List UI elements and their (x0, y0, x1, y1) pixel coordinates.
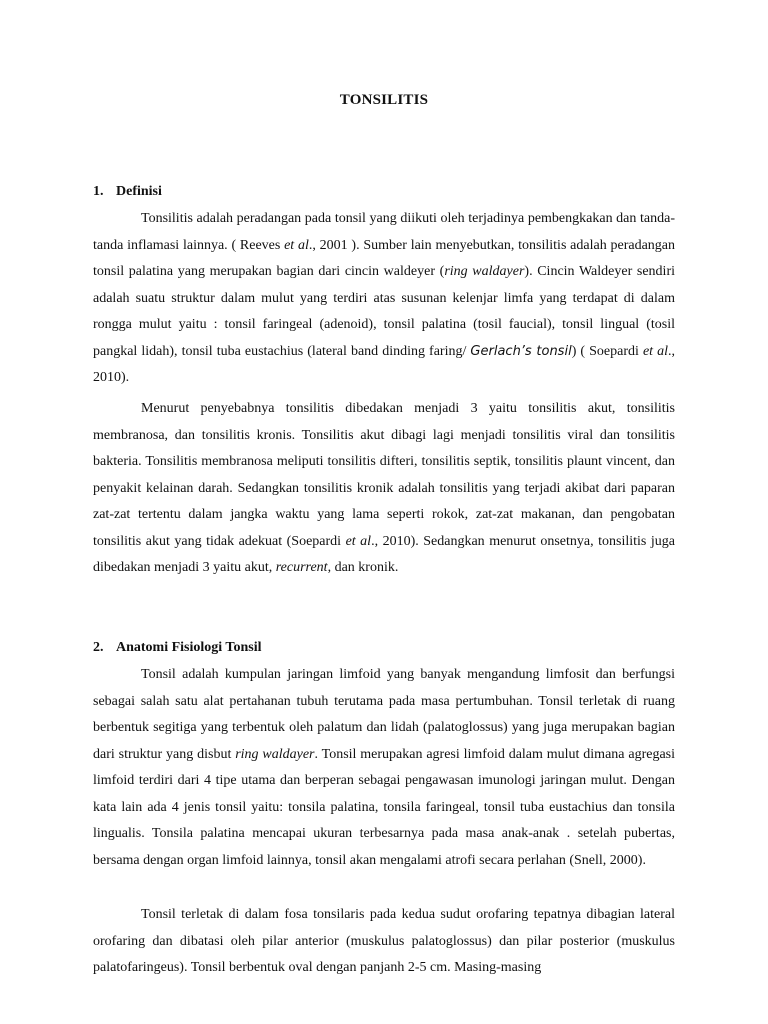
paragraph-text: . Tonsil merupakan agresi limfoid dalam mulut dimana agregasi limfoid terdiri dari 4 tipe utama dan berperan sebagai pengawasan imunologi jaringan mulut. Dengan kata lain ada 4 jenis tonsil yaitu: tonsila palatina, tonsila faringeal, tonsil tuba eustachius dan tonsila lingualis. Tonsila palatina mencapai ukuran terbesarnya pada masa anak-anak . setelah pubertas, bersama dengan organ limfoid lainnya, tonsil akan mengalami atrofi secara perlahan (Snell, 2000). (93, 746, 675, 868)
section-number: 1. (93, 184, 104, 199)
paragraph-text: Tonsil terletak di dalam fosa tonsilaris pada kedua sudut orofaring tepatnya dibagian lateral orofaring dan dibatasi oleh pilar anterior (muskulus palatoglossus) dan pilar posterior (muskulus palatofaringeus). Tonsil berbentuk oval dengan panjanh 2-5 cm. Masing-masing (93, 907, 675, 975)
section-number: 2. (93, 640, 104, 655)
italic-term: ring waldayer (235, 746, 315, 762)
italic-term: recurrent (275, 560, 328, 575)
paragraph-text: ) ( Soepardi (571, 343, 643, 359)
paragraph-text: ). Cincin Waldeyer sendiri adalah suatu struktur dalam mulut yang terdiri atas susunan kelenjar limfa yang terdapat di dalam rongga mulut yaitu : tonsil faringeal (adenoid), tonsil palatina (tosil faucial), tonsil lingual (tosil pangkal lidah), tonsil tuba eustachius (lateral band dinding faring/ (93, 264, 675, 359)
paragraph-text: ., 2010). Sedangkan menurut onsetnya, tonsilitis juga dibedakan menjadi 3 yaitu akut, (93, 533, 675, 575)
paragraph-text: , dan kronik. (327, 560, 399, 575)
paragraph-text: Menurut penyebabnya tonsilitis dibedakan menjadi 3 yaitu tonsilitis akut, tonsilitis membranosa, dan tonsilitis kronis. Tonsilitis akut dibagi lagi menjadi tonsilitis viral dan tonsilitis bakteria. Tonsilitis membranosa meliputi tonsilitis difteri, tonsilitis septik, tonsilitis plaunt vincent, dan penyakit kelainan darah. Sedangkan tonsilitis kronik adalah tonsilitis yang terjadi akibat dari paparan zat-zat tertentu dalam jangka waktu yang lama seperti rokok, zat-zat makanan, dan pengobatan tonsilitis akut yang tidak adekuat (Soepardi (93, 401, 675, 549)
paragraph-text: ., 2010). (93, 343, 675, 385)
italic-term: ring waldayer (444, 264, 525, 279)
italic-term: et al (345, 533, 372, 549)
paragraph-anatomi-2 (93, 902, 675, 982)
italic-term: et al (642, 343, 668, 359)
section-heading-definisi (93, 184, 162, 200)
paragraph-text: ., 2001 ). Sumber lain menyebutkan, tonsilitis adalah peradangan tonsil palatina yang merupakan bagian dari cincin waldeyer ( (93, 237, 675, 279)
section-title: Definisi (116, 184, 162, 199)
paragraph-text: Tonsilitis adalah peradangan pada tonsil yang diikuti oleh terjadinya pembengkakan dan tanda-tanda inflamasi lainnya. ( Reeves (93, 211, 675, 253)
paragraph-definisi-2 (93, 396, 675, 582)
paragraph-text: Tonsil adalah kumpulan jaringan limfoid yang banyak mengandung limfosit dan berfungsi sebagai salah satu alat pertahanan tubuh terutama pada masa pertumbuhan. Tonsil terletak di ruang berbentuk segitiga yang terbentuk oleh palatum dan lidah (palatoglossus) yang juga merupakan bagian dari struktur yang disbut (93, 667, 675, 762)
italic-term: Gerlach’s tonsil (470, 343, 572, 359)
document-title: TONSILITIS (339, 92, 429, 108)
italic-term: et al (284, 237, 309, 253)
paragraph-anatomi-1 (93, 662, 675, 874)
paragraph-definisi-1 (93, 206, 675, 392)
section-heading-anatomi (93, 640, 261, 656)
section-title: Anatomi Fisiologi Tonsil (116, 640, 262, 655)
